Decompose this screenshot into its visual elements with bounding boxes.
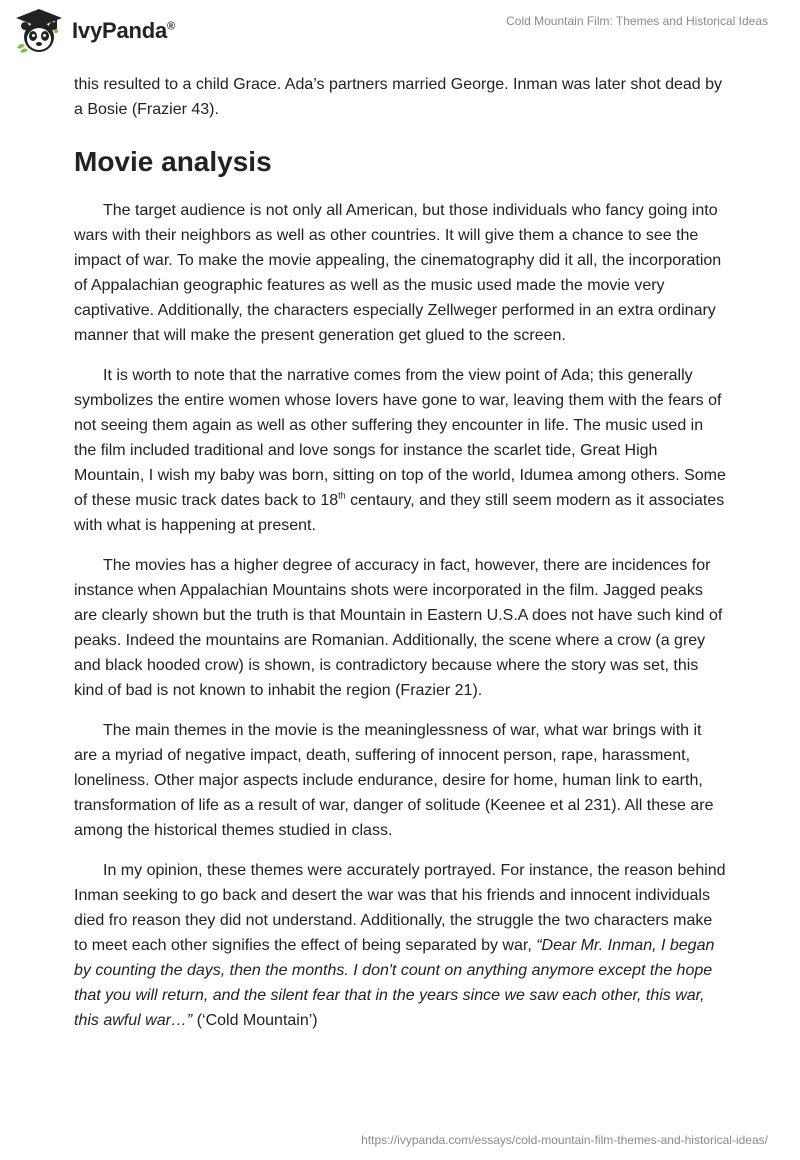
section-heading: Movie analysis (74, 146, 272, 177)
intro-paragraph: this resulted to a child Grace. Ada’s partners married George. Inman was later shot dead by a Bosie (Frazier 43). (74, 76, 723, 118)
essay-content (74, 72, 728, 1048)
paragraph-5: In my opinion, these themes were accurately portrayed. For instance, the reason behind Inman seeking to go back and desert the war was that his friends and innocent individuals died fro reason they did not understand. Additionally, the struggle the two characters make to meet each other signifies the effect of being separated by war, “Dear Mr. Inman, I began by counting the days, then the months. I don't count on anything anymore except the hope that you will return, and the silent fear that in the years since we saw each other, this war, this awful war…” (‘Cold Mountain’) (74, 862, 726, 1029)
paragraph-4: The main themes in the movie is the meaninglessness of war, what war brings with it are a myriad of negative impact, death, suffering of innocent person, rape, harassment, loneliness. Other major aspects include endurance, desire for home, human link to earth, transformation of life as a result of war, danger of solitude (Keenee et al 231). All these are among the historical themes studied in class. (74, 722, 714, 839)
page-header (0, 0, 800, 70)
source-url[interactable]: https://ivypanda.com/essays/cold-mountain-film-themes-and-historical-ideas/ (361, 1133, 768, 1147)
film-quote: “Dear Mr. Inman, I began by counting the days, then the months. I don't count on anything anymore except the hope that you will return, and the silent fear that in the years since we saw each other, this war, this awful war…” (74, 937, 715, 1029)
brand-name: IvyPanda® (72, 18, 175, 43)
paragraph-3: The movies has a higher degree of accuracy in fact, however, there are incidences for instance when Appalachian Mountains shots were incorporated in the film. Jagged peaks are clearly shown but the truth is that Mountain in Eastern U.S.A does not have such kind of peaks. Indeed the mountains are Romanian. Additionally, the scene where a crow (a grey and black hooded crow) is shown, is contradictory because where the story was set, this kind of bad is not known to inhabit the region (Frazier 21). (74, 557, 723, 699)
panda-graduate-logo-icon (14, 8, 64, 54)
brand-logo[interactable] (14, 8, 175, 54)
paragraph-1: The target audience is not only all American, but those individuals who fancy going into wars with their neighbors as well as other countries. It will give them a chance to see the impact of war. To make the movie appealing, the cinematography did it all, the incorporation of Appalachian geographic features as well as the music used made the movie very captivative. Additionally, the characters especially Zellweger performed in an extra ordinary manner that will make the present generation get glued to the screen. (74, 202, 722, 344)
document-title: Cold Mountain Film: Themes and Historical Ideas (506, 14, 768, 28)
paragraph-2: It is worth to note that the narrative comes from the view point of Ada; this generally symbolizes the entire women whose lovers have gone to war, leaving them with the fears of not seeing them again as well as other suffering they encounter in life. The music used in the film included traditional and love songs for instance the scarlet tide, Great High Mountain, I wish my baby was born, sitting on top of the world, Idumea among others. Some of these music track dates back to 18th centaury, and they still seem modern as it associates with what is happening at present. (74, 367, 726, 534)
